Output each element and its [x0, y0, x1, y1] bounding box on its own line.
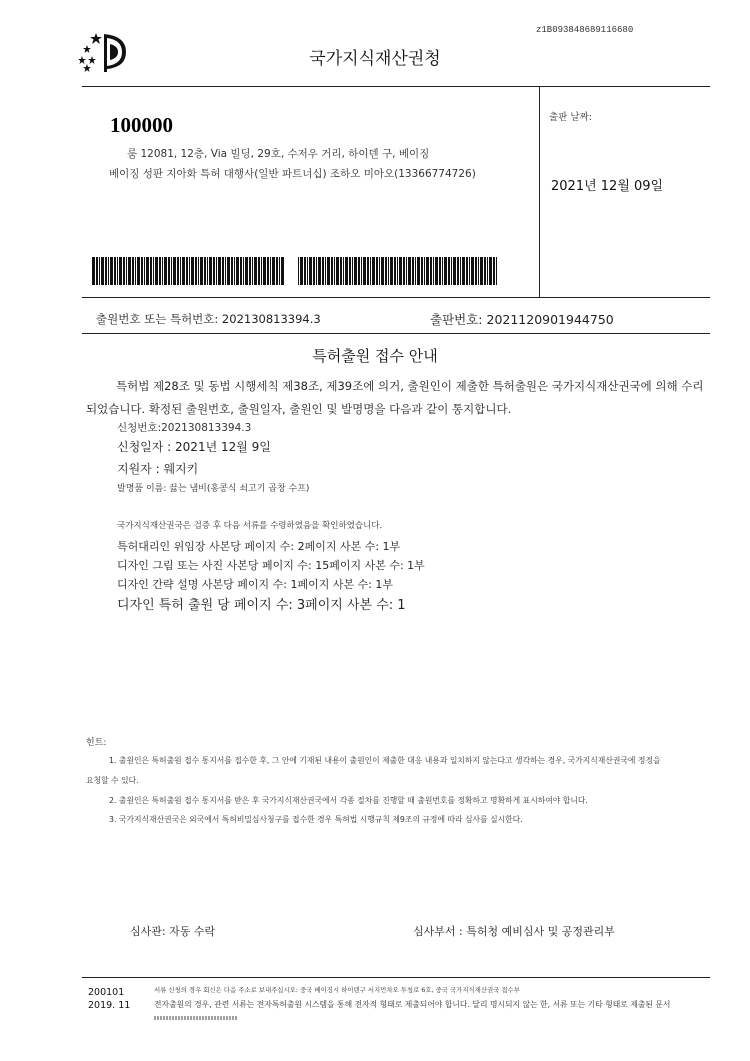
barcode-bar: [466, 257, 468, 285]
barcode-bar: [218, 257, 221, 285]
barcode-bar: [234, 257, 235, 285]
barcode-bar: [168, 257, 170, 285]
barcode-bar: [334, 257, 335, 285]
barcode-bar: [345, 257, 348, 285]
hint-3: 3. 국가지식재산권국은 외국에서 특허비밀심사청구를 접수한 경우 특허법 시행규칙 제9조의 규정에 따라 심사를 실시한다.: [109, 815, 523, 824]
issue-date: 2021년 12월 09일: [551, 179, 664, 194]
barcode-bar: [358, 257, 360, 285]
barcode-bar: [313, 257, 315, 285]
application-number-detail: 신청번호:202130813394.3: [117, 422, 252, 434]
barcode-bar: [171, 257, 172, 285]
numbers-bottom-rule: [82, 333, 710, 334]
recipient-agent: 베이징 성판 지아화 특허 대행사(일반 파트너십) 조하오 미아오(13366774726): [109, 168, 476, 180]
barcode-bar: [162, 257, 163, 285]
barcode-right: [298, 257, 502, 285]
barcode-bar: [403, 257, 405, 285]
header-top-rule: [82, 86, 710, 87]
form-code: 200101: [88, 987, 125, 998]
barcode-bar: [304, 257, 306, 285]
barcode-bar: [307, 257, 308, 285]
barcode-bar: [252, 257, 253, 285]
barcode-bar: [243, 257, 244, 285]
barcode-bar: [349, 257, 351, 285]
barcode-bar: [267, 257, 269, 285]
page-title: 국가지식재산권청: [309, 49, 441, 69]
barcode-bar: [195, 257, 197, 285]
barcode-bar: [279, 257, 280, 285]
barcode-left: [92, 257, 286, 285]
barcode-bar: [108, 257, 109, 285]
barcode-bar: [439, 257, 441, 285]
barcode-bar: [110, 257, 113, 285]
barcode-bar: [408, 257, 411, 285]
barcode-bar: [146, 257, 149, 285]
barcode-bar: [421, 257, 423, 285]
barcode-bar: [496, 257, 497, 285]
barcode-bar: [367, 257, 369, 285]
barcode-bar: [236, 257, 239, 285]
barcode-bar: [471, 257, 474, 285]
barcode-bar: [363, 257, 366, 285]
footer-address-note: 서류 신청의 경우 회신은 다음 주소로 보내주십시오: 중국 베이징시 하이덴구 서지먼차오 투청로 6호, 중국 국가지식재산권국 접수부: [154, 986, 520, 994]
footer-electronic-note: 전자출원의 경우, 관련 서류는 전자특허출원 시스템을 통해 전자적 형태로 제출되어야 합니다. 달리 명시되지 않는 한, 서류 또는 기타 형태로 제출된 문서: [154, 1000, 671, 1009]
barcode-bar: [119, 257, 122, 285]
barcode-bar: [137, 257, 140, 285]
barcode-bar: [336, 257, 339, 285]
barcode-bar: [340, 257, 342, 285]
barcode-bar: [96, 257, 98, 285]
barcode-bar: [381, 257, 384, 285]
recipient-address: 룸 12081, 12층, Via 빌딩, 29호, 수저우 거리, 하이덴 구, 베이징: [127, 148, 430, 160]
barcode-bar: [105, 257, 107, 285]
barcode-bar: [484, 257, 486, 285]
barcode-bar: [406, 257, 407, 285]
barcode-bar: [354, 257, 357, 285]
barcode-bar: [372, 257, 375, 285]
barcode-bar: [442, 257, 443, 285]
barcode-bar: [343, 257, 344, 285]
barcode-bar: [385, 257, 387, 285]
barcode-bar: [191, 257, 194, 285]
barcode-bar: [316, 257, 317, 285]
barcode-bar: [460, 257, 461, 285]
barcode-bar: [489, 257, 492, 285]
barcode-bar: [155, 257, 158, 285]
barcode-bar: [399, 257, 402, 285]
barcode-bar: [417, 257, 420, 285]
barcode-bar: [379, 257, 380, 285]
barcode-bar: [397, 257, 398, 285]
received-item: 디자인 특허 출원 당 페이지 수: 3페이지 사본 수: 1: [117, 598, 406, 613]
barcode-bar: [469, 257, 470, 285]
barcode-bar: [300, 257, 303, 285]
barcode-bar: [144, 257, 145, 285]
notice-title: 특허출원 접수 안내: [312, 347, 438, 365]
postal-code: 100000: [110, 113, 173, 137]
barcode-bar: [388, 257, 389, 285]
barcode-bar: [376, 257, 378, 285]
received-item: 디자인 간략 설명 사본당 페이지 수: 1페이지 사본 수: 1부: [117, 578, 394, 591]
applicant-name: 지원자 : 웨지키: [117, 462, 199, 476]
barcode-bar: [331, 257, 333, 285]
barcode-bar: [448, 257, 450, 285]
barcode-bar: [135, 257, 136, 285]
barcode-bar: [225, 257, 226, 285]
barcode-bar: [480, 257, 483, 285]
notice-intro-line1: 특허법 제28조 및 동법 시행세칙 제38조, 제39조에 의거, 출원인이 제출한 특허출원은 국가지식재산권국에 의해 수리: [116, 379, 704, 393]
barcode-bar: [298, 257, 299, 285]
barcode-bar: [114, 257, 116, 285]
barcode-bar: [478, 257, 479, 285]
barcode-bar: [204, 257, 206, 285]
barcode-bar: [361, 257, 362, 285]
footer-rule: [82, 977, 710, 978]
notice-intro-line2: 되었습니다. 확정된 출원번호, 출원일자, 출원인 및 발명명을 다음과 같이 통지합니다.: [86, 402, 512, 416]
barcode-bar: [451, 257, 452, 285]
barcode-bar: [394, 257, 396, 285]
barcode-bar: [453, 257, 456, 285]
barcode-bar: [213, 257, 215, 285]
barcode-bar: [433, 257, 434, 285]
barcode-bar: [198, 257, 199, 285]
application-date: 신청일자 : 2021년 12월 9일: [117, 440, 271, 454]
barcode-bar: [352, 257, 353, 285]
received-item: 특허대리인 위임장 사본당 페이지 수: 2페이지 사본 수: 1부: [117, 540, 401, 553]
barcode-bar: [430, 257, 432, 285]
barcode-bar: [457, 257, 459, 285]
barcode-bar: [258, 257, 260, 285]
barcode-bar: [173, 257, 176, 285]
barcode-bar: [222, 257, 224, 285]
barcode-bar: [309, 257, 312, 285]
barcode-bar: [263, 257, 266, 285]
barcode-bar: [117, 257, 118, 285]
barcode-bar: [426, 257, 429, 285]
barcode-bar: [231, 257, 233, 285]
application-number: 출원번호 또는 특허번호: 202130813394.3: [96, 312, 321, 326]
barcode-bar: [126, 257, 127, 285]
barcode-bar: [276, 257, 278, 285]
barcode-bar: [424, 257, 425, 285]
barcode-bar: [150, 257, 152, 285]
barcode-bar: [390, 257, 393, 285]
examination-department: 심사부서 : 특허청 예비심사 및 공정관리부: [413, 925, 615, 938]
received-item: 디자인 그림 또는 사진 사본당 페이지 수: 15페이지 사본 수: 1부: [117, 559, 425, 572]
hints-label: 힌트:: [86, 738, 107, 748]
barcode-bar: [159, 257, 161, 285]
barcode-bar: [207, 257, 208, 285]
barcode-bar: [177, 257, 179, 285]
barcode-bar: [101, 257, 104, 285]
barcode-bar: [325, 257, 326, 285]
barcode-bar: [123, 257, 125, 285]
barcode-bar: [99, 257, 100, 285]
publication-number: 출판번호: 2021120901944750: [430, 312, 614, 327]
barcode-bar: [412, 257, 414, 285]
form-version: 2019. 11: [88, 1000, 131, 1011]
barcode-bar: [475, 257, 477, 285]
hint-1-line1: 1. 출원인은 특허출원 접수 통지서를 접수한 후, 그 안에 기재된 내용이 출원인이 제출한 대응 내용과 일치하지 않는다고 생각하는 경우, 국가지식재산권국에 정정을: [109, 756, 661, 765]
barcode-bar: [186, 257, 188, 285]
barcode-bar: [493, 257, 495, 285]
barcode-bar: [322, 257, 324, 285]
barcode-bar: [180, 257, 181, 285]
header-vertical-rule: [539, 86, 540, 297]
invention-name: 발명품 이름: 끓는 냄비(홍콩식 쇠고기 곱창 수프): [117, 484, 310, 494]
barcode-bar: [240, 257, 242, 285]
barcode-bar: [444, 257, 447, 285]
barcode-bar: [164, 257, 167, 285]
barcode-bar: [92, 257, 95, 285]
barcode-bar: [189, 257, 190, 285]
barcode-bar: [415, 257, 416, 285]
hint-2: 2. 출원인은 특허출원 접수 통지서를 받은 후 국가지식재산권국에서 각종 절차를 진행할 때 출원번호를 정확하고 명확하게 표시하여야 합니다.: [109, 796, 588, 805]
received-documents-intro: 국가지식재산권국은 검증 후 다음 서류를 수령하였음을 확인하였습니다.: [117, 521, 383, 531]
hint-1-line2: 요청할 수 있다.: [86, 776, 139, 785]
barcode-bar: [435, 257, 438, 285]
barcode-bar: [281, 257, 284, 285]
barcode-bar: [245, 257, 248, 285]
barcode-bar: [200, 257, 203, 285]
barcode-bar: [128, 257, 131, 285]
barcode-bar: [318, 257, 321, 285]
barcode-bar: [261, 257, 262, 285]
barcode-bar: [182, 257, 185, 285]
barcode-bar: [153, 257, 154, 285]
issue-date-label: 출판 날짜:: [549, 112, 592, 123]
barcode-bar: [272, 257, 275, 285]
barcode-bar: [327, 257, 330, 285]
barcode-bar: [227, 257, 230, 285]
document-id: z1B093848689116680: [536, 25, 634, 35]
header-bottom-rule: [82, 297, 710, 298]
barcode-bar: [487, 257, 488, 285]
barcode-bar: [254, 257, 257, 285]
barcode-bar: [270, 257, 271, 285]
footer-fine-print: [154, 1016, 238, 1020]
examiner: 심사관: 자동 수락: [130, 925, 216, 938]
barcode-bar: [209, 257, 212, 285]
barcode-bar: [216, 257, 217, 285]
barcode-bar: [141, 257, 143, 285]
barcode-bar: [370, 257, 371, 285]
barcode-bar: [249, 257, 251, 285]
barcode-bar: [462, 257, 465, 285]
barcode-bar: [132, 257, 134, 285]
